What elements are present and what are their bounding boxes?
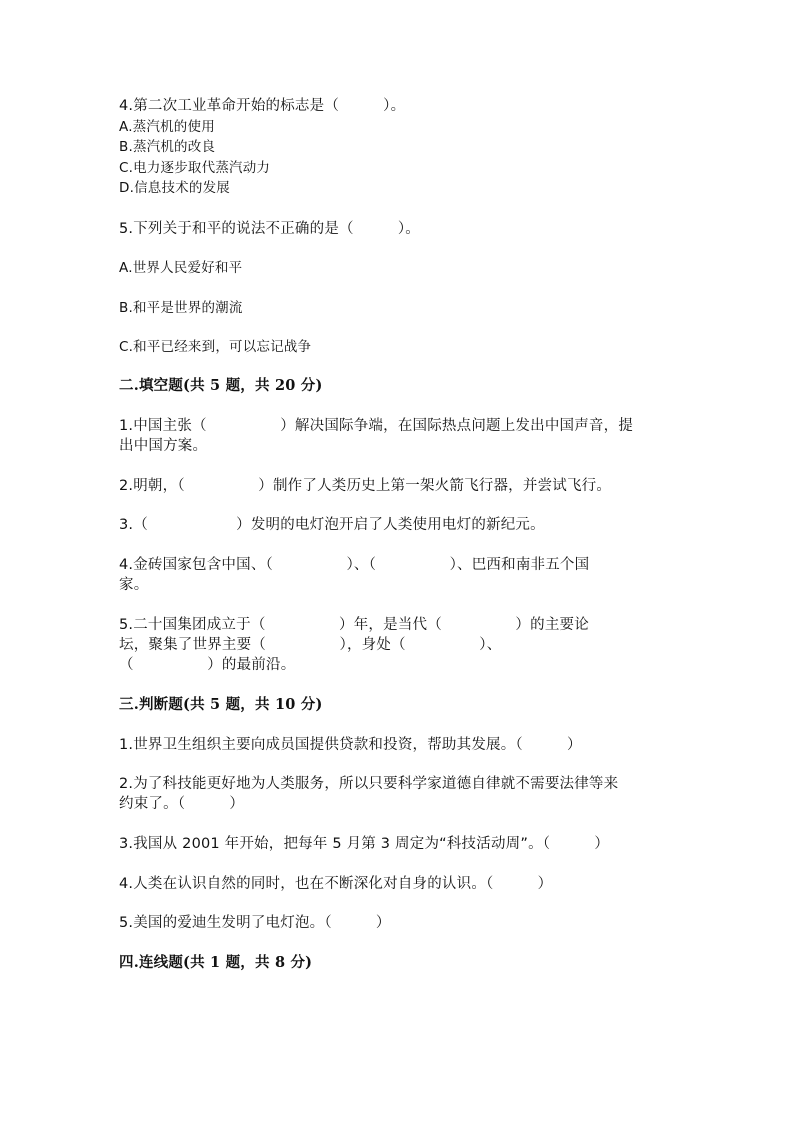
fill-q1-line2: 出中国方案。 — [119, 438, 208, 454]
fill-q2: 2.明朝，（ ）制作了人类历史上第一架火箭飞行器，并尝试飞行。 — [119, 478, 612, 494]
mc-q4-stem: 4.第二次工业革命开始的标志是（ ）。 — [119, 98, 406, 114]
mc-q4-option-d: D.信息技术的发展 — [119, 180, 230, 196]
fill-q5-line2: 坛，聚集了世界主要（ ），身处（ ）、 — [119, 637, 502, 653]
fill-q5-line1: 5.二十国集团成立于（ ）年，是当代（ ）的主要论 — [119, 617, 589, 633]
judge-q2-line2: 约束了。（ ） — [119, 796, 245, 812]
judge-q3: 3.我国从 2001 年开始，把每年 5 月第 3 周定为“科技活动周”。（ ） — [119, 836, 610, 852]
judge-q5: 5.美国的爱迪生发明了电灯泡。（ ） — [119, 915, 391, 931]
judge-section-heading: 三.判断题(共 5 题，共 10 分) — [119, 696, 323, 713]
judge-q4: 4.人类在认识自然的同时，也在不断深化对自身的认识。（ ） — [119, 876, 553, 892]
match-section-heading: 四.连线题(共 1 题，共 8 分) — [119, 954, 313, 971]
mc-q5-option-c: C.和平已经来到，可以忘记战争 — [119, 339, 312, 355]
mc-q5-option-a: A.世界人民爱好和平 — [119, 260, 243, 276]
fill-section-heading: 二.填空题(共 5 题，共 20 分) — [119, 377, 323, 394]
mc-q4-option-b: B.蒸汽机的改良 — [119, 139, 216, 155]
mc-q4-option-c: C.电力逐步取代蒸汽动力 — [119, 160, 271, 176]
judge-q1: 1.世界卫生组织主要向成员国提供贷款和投资，帮助其发展。（ ） — [119, 737, 582, 753]
fill-q1-line1: 1.中国主张（ ）解决国际争端，在国际热点问题上发出中国声音，提 — [119, 418, 634, 434]
fill-q4-line2: 家。 — [119, 577, 149, 593]
judge-q2-line1: 2.为了科技能更好地为人类服务，所以只要科学家道德自律就不需要法律等来 — [119, 776, 619, 792]
fill-q3: 3.（ ）发明的电灯泡开启了人类使用电灯的新纪元。 — [119, 517, 545, 533]
mc-q5-stem: 5.下列关于和平的说法不正确的是（ ）。 — [119, 221, 420, 237]
mc-q4-option-a: A.蒸汽机的使用 — [119, 119, 215, 135]
fill-q4-line1: 4.金砖国家包含中国、（ ）、（ ）、巴西和南非五个国 — [119, 557, 590, 573]
fill-q5-line3: （ ）的最前沿。 — [119, 657, 296, 673]
mc-q5-option-b: B.和平是世界的潮流 — [119, 300, 243, 316]
